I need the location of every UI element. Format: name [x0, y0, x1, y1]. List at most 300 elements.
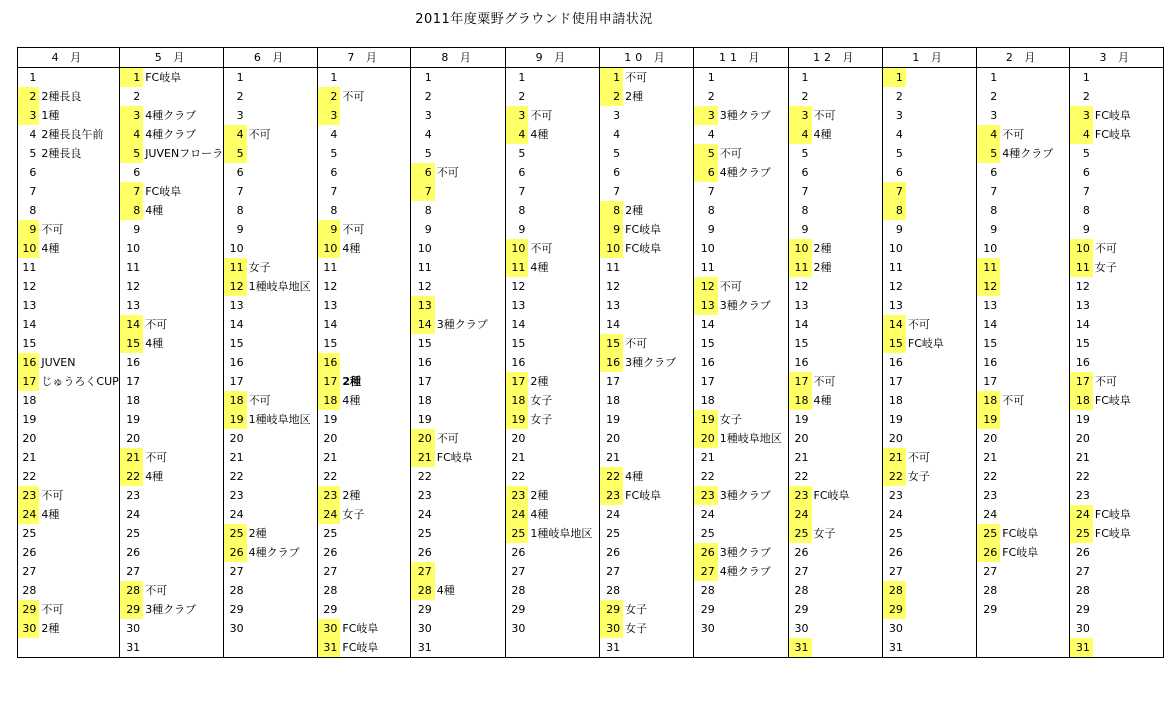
- day-number-cell: 17: [1069, 372, 1093, 391]
- booking-cell: [718, 581, 789, 600]
- day-number-cell: 13: [317, 296, 340, 315]
- day-number-cell: 18: [505, 391, 528, 410]
- booking-cell: [1093, 353, 1164, 372]
- day-number-cell: 18: [1069, 391, 1093, 410]
- day-number-cell: 6: [694, 163, 718, 182]
- day-number-cell: 9: [882, 220, 906, 239]
- booking-cell: [340, 296, 410, 315]
- booking-cell: [528, 201, 599, 220]
- day-number-cell: 29: [976, 600, 1000, 619]
- booking-cell: [906, 581, 976, 600]
- page-title: 2011年度粟野グラウンド使用申請状況: [415, 12, 653, 27]
- booking-cell: [906, 87, 976, 106]
- booking-cell: 3種クラブ: [718, 106, 789, 125]
- day-number-cell: 22: [976, 467, 1000, 486]
- day-number-cell: 15: [505, 334, 528, 353]
- day-number-cell: 21: [599, 448, 623, 467]
- booking-cell: [435, 353, 506, 372]
- booking-cell: FC岐阜: [1093, 524, 1164, 543]
- booking-cell: [718, 125, 789, 144]
- day-number-cell: 3: [224, 106, 247, 125]
- day-number-cell: 19: [1069, 410, 1093, 429]
- day-number-cell: 25: [882, 524, 906, 543]
- day-number-cell: 5: [18, 144, 40, 163]
- booking-cell: 3種クラブ: [435, 315, 506, 334]
- booking-cell: 不可: [39, 600, 119, 619]
- day-number-cell: 23: [599, 486, 623, 505]
- booking-cell: 不可: [39, 486, 119, 505]
- booking-cell: [812, 410, 882, 429]
- booking-cell: [143, 277, 224, 296]
- booking-cell: 4種: [39, 505, 119, 524]
- booking-cell: [812, 315, 882, 334]
- booking-cell: 4種クラブ: [143, 106, 224, 125]
- day-number-cell: 28: [119, 581, 143, 600]
- day-number-cell: 22: [505, 467, 528, 486]
- booking-cell: [906, 543, 976, 562]
- month-header: 5 月: [119, 48, 223, 68]
- booking-cell: 2種: [340, 372, 410, 391]
- booking-cell: [718, 258, 789, 277]
- day-number-cell: 7: [882, 182, 906, 201]
- month-header: 7 月: [317, 48, 410, 68]
- day-number-cell: 27: [411, 562, 435, 581]
- day-number-cell: 31: [1069, 638, 1093, 658]
- day-number-cell: 8: [224, 201, 247, 220]
- day-number-cell: 9: [694, 220, 718, 239]
- booking-cell: 4種: [623, 467, 694, 486]
- day-number-cell: 27: [224, 562, 247, 581]
- booking-cell: 女子: [623, 619, 694, 638]
- booking-cell: [247, 87, 318, 106]
- day-number-cell: 10: [119, 239, 143, 258]
- day-number-cell: [976, 619, 1000, 638]
- day-number-cell: 24: [317, 505, 340, 524]
- day-number-cell: 20: [882, 429, 906, 448]
- booking-cell: [39, 277, 119, 296]
- day-number-cell: 15: [317, 334, 340, 353]
- booking-cell: [1093, 182, 1164, 201]
- day-number-cell: 22: [599, 467, 623, 486]
- booking-cell: FC岐阜: [623, 486, 694, 505]
- booking-cell: [718, 448, 789, 467]
- day-number-cell: 21: [882, 448, 906, 467]
- booking-cell: 女子: [1093, 258, 1164, 277]
- booking-cell: [39, 562, 119, 581]
- day-number-cell: 12: [694, 277, 718, 296]
- day-number-cell: 25: [976, 524, 1000, 543]
- day-number-cell: 8: [882, 201, 906, 220]
- day-number-cell: 18: [224, 391, 247, 410]
- day-number-cell: 6: [119, 163, 143, 182]
- booking-cell: [247, 296, 318, 315]
- booking-cell: 3種クラブ: [143, 600, 224, 619]
- day-number-cell: 21: [976, 448, 1000, 467]
- day-number-cell: 2: [505, 87, 528, 106]
- day-number-cell: 7: [18, 182, 40, 201]
- day-number-cell: 27: [882, 562, 906, 581]
- day-number-cell: 22: [411, 467, 435, 486]
- day-number-cell: 28: [789, 581, 812, 600]
- day-number-cell: 13: [18, 296, 40, 315]
- day-number-cell: 10: [1069, 239, 1093, 258]
- day-number-cell: 30: [1069, 619, 1093, 638]
- booking-cell: [435, 505, 506, 524]
- booking-cell: [906, 106, 976, 125]
- booking-cell: [528, 220, 599, 239]
- day-number-cell: 7: [976, 182, 1000, 201]
- booking-cell: [1000, 505, 1069, 524]
- booking-cell: [906, 220, 976, 239]
- booking-cell: [247, 448, 318, 467]
- day-number-cell: 1: [18, 68, 40, 88]
- day-number-cell: 2: [882, 87, 906, 106]
- booking-cell: [906, 163, 976, 182]
- day-number-cell: 4: [505, 125, 528, 144]
- day-number-cell: 1: [119, 68, 143, 88]
- booking-cell: 1種岐阜地区: [247, 410, 318, 429]
- day-number-cell: 6: [505, 163, 528, 182]
- booking-cell: [623, 391, 694, 410]
- day-number-cell: 28: [18, 581, 40, 600]
- day-number-cell: 17: [119, 372, 143, 391]
- booking-cell: [143, 505, 224, 524]
- day-number-cell: 8: [505, 201, 528, 220]
- day-number-cell: 1: [224, 68, 247, 88]
- day-number-cell: 22: [317, 467, 340, 486]
- booking-cell: [1000, 277, 1069, 296]
- day-number-cell: 10: [599, 239, 623, 258]
- booking-cell: [812, 277, 882, 296]
- day-number-cell: 10: [224, 239, 247, 258]
- booking-cell: 不可: [1000, 125, 1069, 144]
- day-number-cell: 5: [694, 144, 718, 163]
- booking-cell: [143, 296, 224, 315]
- table-row: [18, 581, 1164, 600]
- day-number-cell: [18, 638, 40, 658]
- booking-cell: [528, 296, 599, 315]
- booking-cell: [528, 448, 599, 467]
- day-number-cell: 11: [505, 258, 528, 277]
- day-number-cell: 29: [1069, 600, 1093, 619]
- month-header: 2 月: [976, 48, 1069, 68]
- day-number-cell: 14: [18, 315, 40, 334]
- booking-cell: 4種: [143, 201, 224, 220]
- booking-cell: [247, 182, 318, 201]
- day-number-cell: 3: [789, 106, 812, 125]
- booking-cell: [143, 524, 224, 543]
- day-number-cell: 27: [1069, 562, 1093, 581]
- day-number-cell: 4: [599, 125, 623, 144]
- day-number-cell: 13: [119, 296, 143, 315]
- booking-cell: [906, 524, 976, 543]
- booking-cell: FC岐阜: [435, 448, 506, 467]
- booking-cell: [1093, 220, 1164, 239]
- booking-cell: [1093, 467, 1164, 486]
- booking-cell: [143, 163, 224, 182]
- booking-cell: [1000, 562, 1069, 581]
- day-number-cell: 8: [789, 201, 812, 220]
- day-number-cell: 20: [694, 429, 718, 448]
- booking-cell: 2種: [623, 87, 694, 106]
- booking-cell: 1種: [39, 106, 119, 125]
- day-number-cell: 29: [18, 600, 40, 619]
- booking-cell: [906, 296, 976, 315]
- month-header: 10 月: [599, 48, 694, 68]
- day-number-cell: 29: [505, 600, 528, 619]
- day-number-cell: 9: [18, 220, 40, 239]
- booking-cell: 2種: [623, 201, 694, 220]
- day-number-cell: 8: [976, 201, 1000, 220]
- day-number-cell: 21: [119, 448, 143, 467]
- day-number-cell: 9: [976, 220, 1000, 239]
- day-number-cell: 24: [119, 505, 143, 524]
- day-number-cell: 18: [882, 391, 906, 410]
- table-row: [18, 106, 1164, 125]
- booking-cell: [247, 429, 318, 448]
- booking-cell: [718, 391, 789, 410]
- table-row: [18, 600, 1164, 619]
- booking-cell: 不可: [143, 315, 224, 334]
- day-number-cell: 16: [18, 353, 40, 372]
- day-number-cell: 11: [119, 258, 143, 277]
- table-row: [18, 448, 1164, 467]
- booking-cell: [39, 543, 119, 562]
- day-number-cell: 23: [694, 486, 718, 505]
- booking-cell: [435, 296, 506, 315]
- day-number-cell: 14: [224, 315, 247, 334]
- booking-cell: [812, 182, 882, 201]
- day-number-cell: 19: [789, 410, 812, 429]
- booking-cell: 不可: [1093, 239, 1164, 258]
- booking-cell: [718, 239, 789, 258]
- day-number-cell: 24: [18, 505, 40, 524]
- day-number-cell: 26: [411, 543, 435, 562]
- booking-cell: 3種クラブ: [623, 353, 694, 372]
- booking-cell: [143, 258, 224, 277]
- booking-cell: [39, 163, 119, 182]
- booking-cell: [528, 87, 599, 106]
- booking-cell: FC岐阜: [623, 220, 694, 239]
- day-number-cell: 26: [119, 543, 143, 562]
- booking-cell: [528, 334, 599, 353]
- day-number-cell: 23: [224, 486, 247, 505]
- booking-cell: 2種長良午前: [39, 125, 119, 144]
- day-number-cell: 15: [18, 334, 40, 353]
- day-number-cell: 10: [317, 239, 340, 258]
- booking-cell: [528, 182, 599, 201]
- day-number-cell: 20: [411, 429, 435, 448]
- day-number-cell: 9: [599, 220, 623, 239]
- day-number-cell: 6: [882, 163, 906, 182]
- table-row: [18, 163, 1164, 182]
- booking-cell: [1000, 87, 1069, 106]
- day-number-cell: 24: [976, 505, 1000, 524]
- booking-cell: 不可: [718, 277, 789, 296]
- day-number-cell: 17: [224, 372, 247, 391]
- day-number-cell: 23: [789, 486, 812, 505]
- day-number-cell: 15: [694, 334, 718, 353]
- day-number-cell: 4: [18, 125, 40, 144]
- day-number-cell: 20: [224, 429, 247, 448]
- day-number-cell: 20: [505, 429, 528, 448]
- day-number-cell: 12: [18, 277, 40, 296]
- booking-cell: [340, 144, 410, 163]
- day-number-cell: 13: [882, 296, 906, 315]
- booking-cell: [623, 638, 694, 658]
- booking-cell: [906, 239, 976, 258]
- booking-cell: [812, 201, 882, 220]
- booking-cell: [812, 562, 882, 581]
- day-number-cell: 22: [789, 467, 812, 486]
- booking-cell: [1000, 372, 1069, 391]
- booking-cell: 2種長良: [39, 87, 119, 106]
- day-number-cell: 14: [411, 315, 435, 334]
- day-number-cell: 5: [505, 144, 528, 163]
- booking-cell: 不可: [39, 220, 119, 239]
- booking-cell: [1000, 315, 1069, 334]
- day-number-cell: 23: [505, 486, 528, 505]
- booking-cell: [340, 524, 410, 543]
- table-row: [18, 277, 1164, 296]
- booking-cell: [435, 144, 506, 163]
- booking-cell: JUVEN: [39, 353, 119, 372]
- day-number-cell: 28: [1069, 581, 1093, 600]
- booking-cell: [1093, 334, 1164, 353]
- day-number-cell: 19: [224, 410, 247, 429]
- booking-cell: [1000, 106, 1069, 125]
- day-number-cell: 17: [789, 372, 812, 391]
- booking-cell: [906, 125, 976, 144]
- day-number-cell: 22: [882, 467, 906, 486]
- day-number-cell: 29: [882, 600, 906, 619]
- day-number-cell: 17: [882, 372, 906, 391]
- booking-cell: FC岐阜: [623, 239, 694, 258]
- day-number-cell: 16: [694, 353, 718, 372]
- booking-cell: [1000, 201, 1069, 220]
- day-number-cell: 15: [1069, 334, 1093, 353]
- booking-cell: [1000, 410, 1069, 429]
- booking-cell: [340, 429, 410, 448]
- day-number-cell: 17: [18, 372, 40, 391]
- day-number-cell: 6: [317, 163, 340, 182]
- day-number-cell: 11: [882, 258, 906, 277]
- day-number-cell: 9: [119, 220, 143, 239]
- booking-cell: [39, 334, 119, 353]
- booking-cell: [528, 68, 599, 88]
- day-number-cell: 3: [599, 106, 623, 125]
- month-header: 9 月: [505, 48, 599, 68]
- day-number-cell: 31: [317, 638, 340, 658]
- day-number-cell: 3: [694, 106, 718, 125]
- booking-cell: [1000, 448, 1069, 467]
- day-number-cell: 29: [694, 600, 718, 619]
- day-number-cell: 10: [694, 239, 718, 258]
- month-header: 4 月: [18, 48, 120, 68]
- booking-cell: 不可: [1093, 372, 1164, 391]
- table-row: [18, 429, 1164, 448]
- day-number-cell: 3: [411, 106, 435, 125]
- booking-cell: [247, 239, 318, 258]
- booking-cell: [812, 467, 882, 486]
- day-number-cell: 30: [599, 619, 623, 638]
- day-number-cell: 10: [505, 239, 528, 258]
- day-number-cell: 27: [789, 562, 812, 581]
- booking-cell: [623, 106, 694, 125]
- day-number-cell: 24: [882, 505, 906, 524]
- day-number-cell: 1: [1069, 68, 1093, 88]
- booking-cell: [1093, 562, 1164, 581]
- booking-cell: [528, 600, 599, 619]
- booking-cell: [718, 600, 789, 619]
- day-number-cell: 13: [789, 296, 812, 315]
- day-number-cell: 28: [505, 581, 528, 600]
- booking-cell: [340, 581, 410, 600]
- booking-cell: [247, 638, 318, 658]
- booking-cell: [247, 334, 318, 353]
- booking-cell: [247, 68, 318, 88]
- day-number-cell: 25: [119, 524, 143, 543]
- booking-cell: [247, 505, 318, 524]
- day-number-cell: 11: [411, 258, 435, 277]
- day-number-cell: 16: [317, 353, 340, 372]
- day-number-cell: 6: [18, 163, 40, 182]
- day-number-cell: 25: [789, 524, 812, 543]
- booking-cell: 不可: [247, 125, 318, 144]
- booking-cell: [39, 315, 119, 334]
- day-number-cell: 18: [18, 391, 40, 410]
- booking-cell: [435, 486, 506, 505]
- table-row: [18, 524, 1164, 543]
- booking-cell: [1093, 448, 1164, 467]
- booking-cell: 4種: [528, 125, 599, 144]
- day-number-cell: 1: [505, 68, 528, 88]
- month-header: 8 月: [411, 48, 506, 68]
- day-number-cell: 28: [882, 581, 906, 600]
- booking-cell: 2種: [528, 486, 599, 505]
- day-number-cell: 23: [1069, 486, 1093, 505]
- day-number-cell: 13: [1069, 296, 1093, 315]
- booking-cell: [528, 429, 599, 448]
- booking-cell: [623, 315, 694, 334]
- booking-cell: FC岐阜: [1000, 543, 1069, 562]
- day-number-cell: 14: [1069, 315, 1093, 334]
- day-number-cell: 22: [18, 467, 40, 486]
- day-number-cell: 20: [1069, 429, 1093, 448]
- booking-cell: 2種長良: [39, 144, 119, 163]
- booking-cell: [718, 68, 789, 88]
- booking-cell: [39, 410, 119, 429]
- day-number-cell: 26: [976, 543, 1000, 562]
- booking-cell: JUVENフローラ: [143, 144, 224, 163]
- day-number-cell: 24: [411, 505, 435, 524]
- day-number-cell: 2: [119, 87, 143, 106]
- day-number-cell: 12: [789, 277, 812, 296]
- booking-cell: [718, 524, 789, 543]
- table-row: [18, 505, 1164, 524]
- day-number-cell: 3: [1069, 106, 1093, 125]
- booking-cell: [247, 220, 318, 239]
- day-number-cell: 8: [694, 201, 718, 220]
- day-number-cell: 29: [224, 600, 247, 619]
- booking-cell: 女子: [340, 505, 410, 524]
- booking-cell: [906, 372, 976, 391]
- day-number-cell: 20: [18, 429, 40, 448]
- day-number-cell: 20: [789, 429, 812, 448]
- day-number-cell: 15: [411, 334, 435, 353]
- booking-cell: [340, 448, 410, 467]
- booking-cell: [247, 353, 318, 372]
